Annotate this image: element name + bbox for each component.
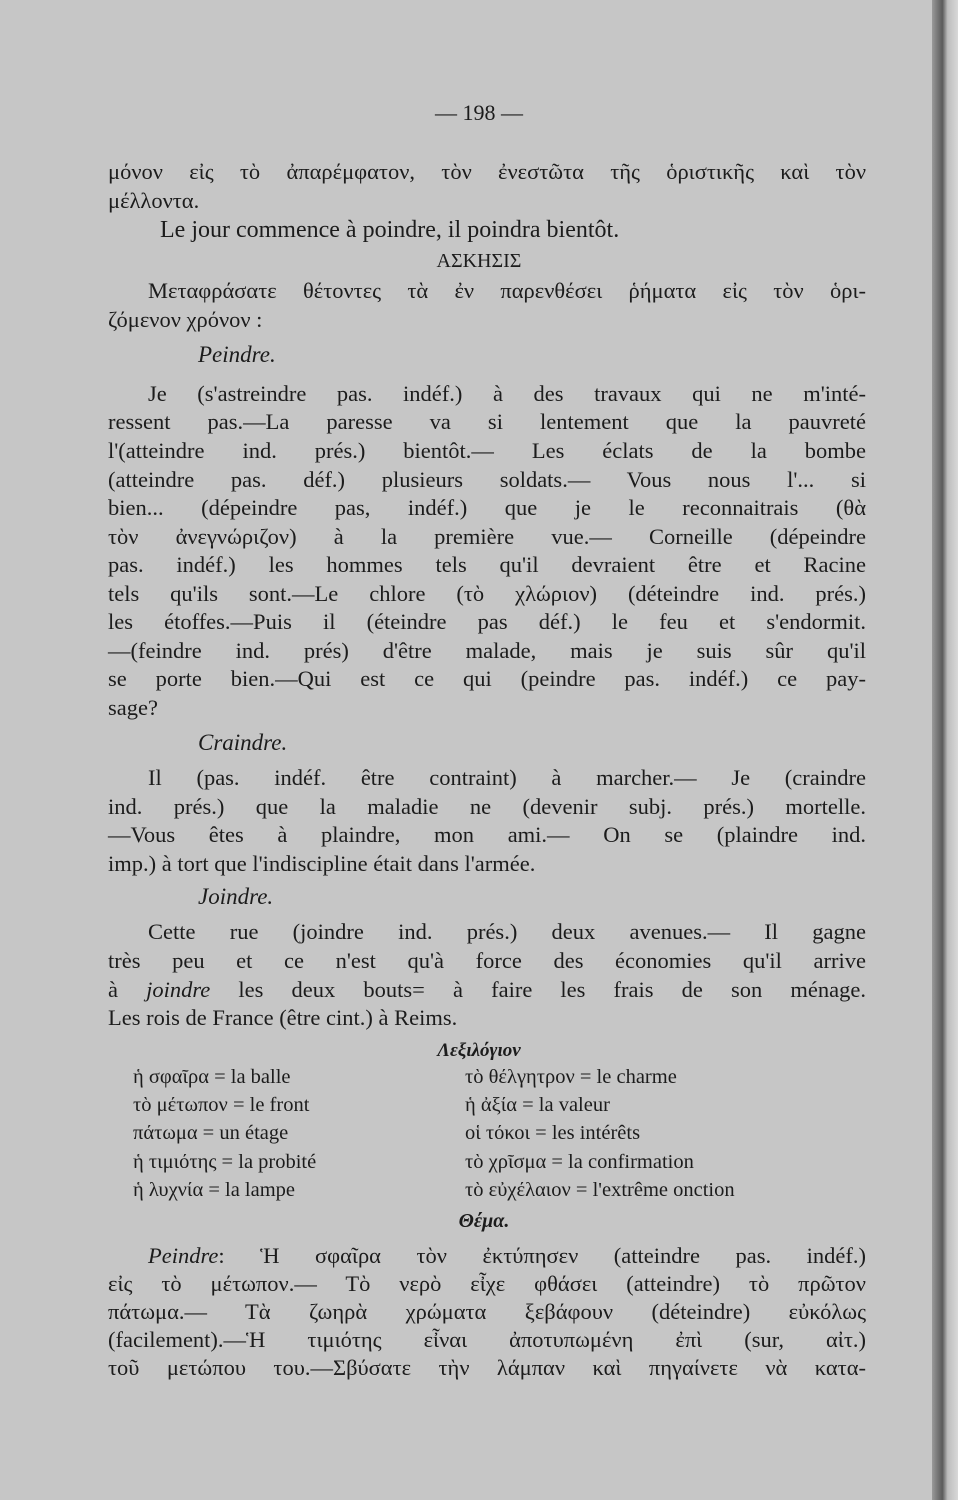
text-fragment: à [108, 977, 147, 1002]
text-line: Il (pas. indéf. être contraint) à marcher.— Je (craindre [148, 765, 866, 790]
text-line: τοῦ μετώπου του.—Σβύσατε τὴν λάμπαν καὶ πηγαίνετε νὰ κατα- [108, 1355, 866, 1380]
text-line [148, 1242, 866, 1270]
vocab-item: ἡ σφαῖρα = la balle [133, 1066, 291, 1088]
text-line: μέλλοντα. [108, 188, 200, 213]
text-line: pas. indéf.) les hommes tels qu'il devraient être et Racine [108, 552, 866, 577]
italic-word: joindre [146, 977, 211, 1002]
text-line: l'(atteindre ind. prés.) bientôt.— Les éclats de la bombe [108, 438, 866, 463]
instruction-line: Μεταφράσατε θέτοντες τὰ ἐν παρενθέσει ῥήματα εἰς τὸν ὁρι- [148, 278, 866, 303]
exercise-heading: ΑΣΚΗΣΙΣ [436, 250, 522, 272]
text-line: tels qu'ils sont.—Le chlore (τὸ χλώριον) (déteindre ind. prés.) [108, 581, 866, 606]
page-edge-shadow [932, 0, 958, 1500]
text-line: —Vous êtes à plaindre, mon ami.— On se (plaindre ind. [108, 822, 866, 847]
text-line: ind. prés.) que la maladie ne (devenir subj. prés.) mortelle. [108, 794, 866, 819]
theme-title: Θέμα. [458, 1210, 510, 1232]
vocab-item: ἡ τιμιότης = la probité [133, 1151, 317, 1173]
text-line: τὸν ἀνεγνώριζον) à la première vue.— Corneille (dépeindre [108, 524, 866, 549]
text-line: ressent pas.—La paresse va si lentement que la pauvreté [108, 409, 866, 434]
text-line: εἰς τὸ μέτωπον.— Τὸ νερὸ εἶχε φθάσει (atteindre) τὸ πρῶτον [108, 1271, 866, 1296]
text-line: très peu et ce n'est qu'à force des économies qu'il arrive [108, 948, 866, 973]
text-line: (atteindre pas. déf.) plusieurs soldats.— Vous nous l'... si [108, 467, 866, 492]
section-title-peindre: Peindre. [198, 342, 276, 367]
section-title-joindre: Joindre. [198, 884, 274, 909]
text-line [108, 976, 866, 1004]
text-line: bien... (dépeindre pas, indéf.) que je le reconnaitrais (θὰ [108, 495, 866, 520]
text-line: μόνον εἰς τὸ ἀπαρέμφατον, τὸν ἐνεστῶτα τῆς ὁριστικῆς καὶ τὸν [108, 159, 866, 184]
vocab-item: ἡ ἀξία = la valeur [465, 1094, 610, 1116]
page-number: — 198 — [435, 100, 523, 125]
vocab-item: οἱ τόκοι = les intérêts [465, 1122, 641, 1144]
section-title-craindre: Craindre. [198, 730, 288, 755]
text-line: Cette rue (joindre ind. prés.) deux avenues.— Il gagne [148, 919, 866, 944]
vocab-item: τὸ εὐχέλαιον = l'extrême onction [465, 1179, 735, 1201]
text-fragment: les deux bouts= à faire les frais de son ménage. [210, 977, 866, 1002]
text-line: les étoffes.—Puis il (éteindre pas déf.) le feu et s'endormit. [108, 609, 866, 634]
text-line: Les rois de France (être cint.) à Reims. [108, 1005, 458, 1030]
text-line: sage? [108, 695, 158, 720]
vocab-item: τὸ μέτωπον = le front [133, 1094, 310, 1116]
text-line: Je (s'astreindre pas. indéf.) à des travaux qui ne m'inté- [148, 381, 866, 406]
text-line: imp.) à tort que l'indiscipline était dans l'armée. [108, 851, 536, 876]
vocabulary-title: Λεξιλόγιον [437, 1040, 521, 1061]
example-sentence: Le jour commence à poindre, il poindra bientôt. [160, 217, 620, 243]
vocab-item: πάτωμα = un étage [133, 1122, 289, 1144]
text-fragment: : Ἡ σφαῖρα τὸν ἐκτύπησεν (atteindre pas. indéf.) [218, 1243, 866, 1268]
text-line: πάτωμα.— Τὰ ζωηρὰ χρώματα ξεβάφουν (déteindre) εὐκόλως [108, 1299, 866, 1324]
text-line: (facilement).—Ἡ τιμιότης εἶναι ἀποτυπωμένη ἐπὶ (sur, αἰτ.) [108, 1327, 866, 1352]
theme-lead: Peindre [148, 1243, 219, 1268]
text-line: se porte bien.—Qui est ce qui (peindre pas. indéf.) ce pay- [108, 666, 866, 691]
vocab-item: ἡ λυχνία = la lampe [133, 1179, 296, 1201]
instruction-line: ζόμενον χρόνον : [108, 307, 263, 332]
text-line: —(feindre ind. prés) d'être malade, mais je suis sûr qu'il [108, 638, 866, 663]
vocab-item: τὸ χρῖσμα = la confirmation [465, 1151, 694, 1173]
vocab-item: τὸ θέλγητρον = le charme [465, 1066, 677, 1088]
